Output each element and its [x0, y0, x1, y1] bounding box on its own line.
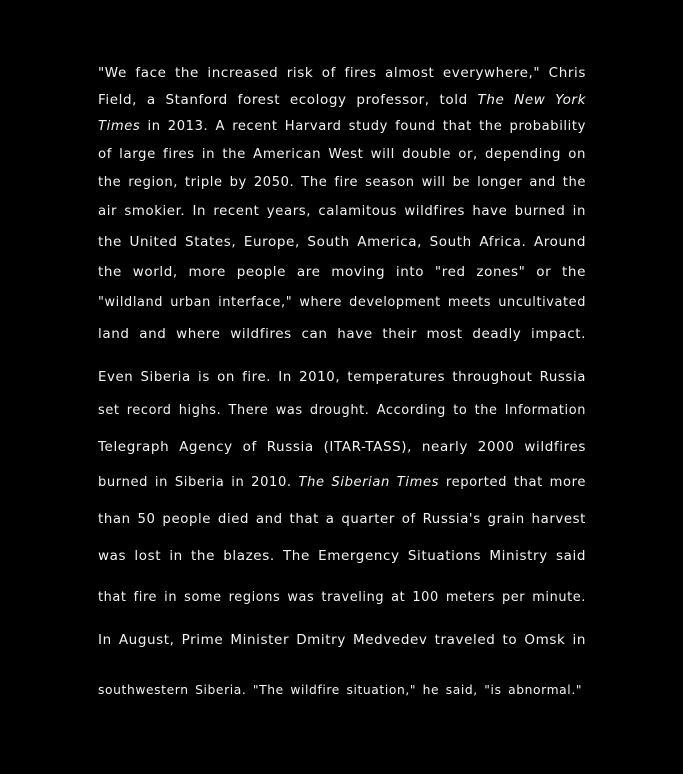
- paragraph-1-line-6: [98, 203, 586, 221]
- paragraph-2-line-1: [98, 369, 586, 387]
- paragraph-1-line-7: [98, 233, 586, 251]
- paragraph-2-line-6: [98, 547, 586, 565]
- text-run: the United States, Europe, South America, South Africa. Around: [98, 234, 586, 250]
- text-run: than 50 people died and that a quarter of Russia's grain harvest: [98, 512, 586, 527]
- paragraph-2-line-4: [98, 474, 586, 492]
- paragraph-1-line-9: [98, 294, 586, 312]
- text-run: Telegraph Agency of Russia (ITAR-TASS), nearly 2000 wildfires: [98, 439, 586, 455]
- text-run: land and where wildfires can have their most deadly impact.: [98, 326, 586, 342]
- text-run: southwestern Siberia. "The wildfire situation," he said, "is abnormal.": [98, 683, 583, 697]
- paragraph-1-line-10: [98, 325, 586, 343]
- text-run: of large fires in the American West will double or, depending on: [98, 147, 586, 162]
- text-run: "wildland urban interface," where development meets uncultivated: [98, 295, 586, 310]
- italic-title: The Siberian Times: [298, 475, 440, 490]
- paragraph-1-line-3: [98, 118, 586, 136]
- text-run: in 2013. A recent Harvard study found that the probability: [140, 119, 586, 134]
- italic-title: The New York: [477, 92, 586, 108]
- paragraph-2-line-7: [98, 589, 586, 607]
- text-run: "We face the increased risk of fires almost everywhere," Chris: [98, 65, 586, 81]
- text-run: In August, Prime Minister Dmitry Medvedev traveled to Omsk in: [98, 632, 586, 648]
- paragraph-2-line-3: [98, 438, 586, 456]
- paragraph-1-line-8: [98, 263, 586, 281]
- paragraph-2-line-2: [98, 402, 586, 420]
- text-run: Even Siberia is on fire. In 2010, temperatures throughout Russia: [98, 370, 586, 385]
- text-run: air smokier. In recent years, calamitous wildfires have burned in: [98, 204, 586, 219]
- text-run: the world, more people are moving into "red zones" or the: [98, 264, 586, 280]
- italic-title: Times: [98, 119, 141, 134]
- text-run: the region, triple by 2050. The fire season will be longer and the: [98, 175, 586, 190]
- paragraph-2-line-8: [98, 631, 586, 649]
- text-run: set record highs. There was drought. According to the Information: [98, 403, 586, 418]
- text-run: burned in Siberia in 2010.: [98, 475, 299, 490]
- text-run: reported that more: [439, 475, 586, 490]
- paragraph-1-line-2: [98, 91, 586, 109]
- paragraph-2-line-9: [98, 681, 586, 699]
- text-run: Field, a Stanford forest ecology professor, told: [98, 92, 478, 108]
- text-run: was lost in the blazes. The Emergency Situations Ministry said: [98, 548, 586, 564]
- paragraph-2-line-5: [98, 511, 586, 529]
- text-run: that fire in some regions was traveling at 100 meters per minute.: [98, 590, 586, 605]
- paragraph-1-line-1: [98, 64, 586, 82]
- paragraph-1-line-4: [98, 146, 586, 164]
- paragraph-1-line-5: [98, 174, 586, 192]
